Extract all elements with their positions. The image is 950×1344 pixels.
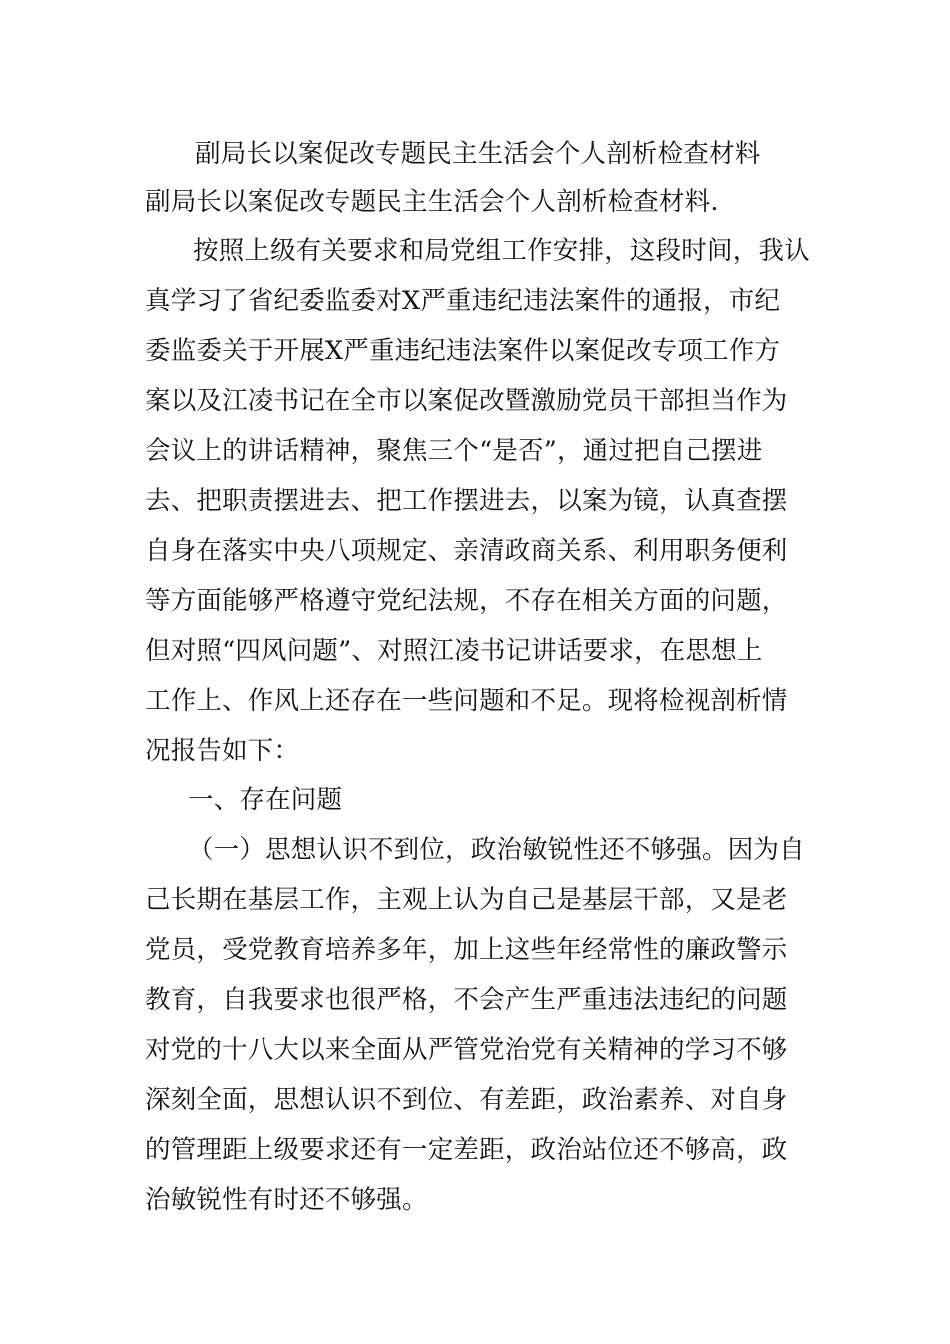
paragraph-1-line: 自身在落实中央八项规定、亲清政商关系、利用职务便利 [145,536,788,566]
paragraph-2-line: 治敏锐性有时还不够强。 [145,1185,428,1215]
document-subheading: 副局长以案促改专题民主生活会个人剖析检查材料. [145,187,719,217]
paragraph-1-line: 但对照“四风问题”、对照江凌书记讲话要求，在思想上 [145,636,763,666]
paragraph-1-line: 案以及江凌书记在全市以案促改暨激励党员干部担当作为 [145,386,788,416]
paragraph-1-line: 委监委关于开展X严重违纪违法案件以案促改专项工作方 [145,336,781,366]
paragraph-2-line: 对党的十八大以来全面从严管党治党有关精神的学习不够 [145,1035,788,1065]
paragraph-1-line: 会议上的讲话精神，聚焦三个“是否”，通过把自己摆进 [145,436,763,466]
paragraph-1-line: 去、把职责摆进去、把工作摆进去，以案为镜，认真查摆 [145,486,788,516]
paragraph-2-line: 教育，自我要求也很严格，不会产生严重违法违纪的问题 [145,985,788,1015]
paragraph-1-line: 按照上级有关要求和局党组工作安排，这段时间，我认 [193,236,810,266]
paragraph-1-line: 等方面能够严格遵守党纪法规，不存在相关方面的问题， [145,586,788,616]
document-heading: 副局长以案促改专题民主生活会个人剖析检查材料 [195,139,761,169]
paragraph-2-line: 党员，受党教育培养多年，加上这些年经常性的廉政警示 [145,935,788,965]
paragraph-1-line: 工作上、作风上还存在一些问题和不足。现将检视剖析情 [145,686,788,716]
paragraph-2-line: 己长期在基层工作，主观上认为自己是基层干部，又是老 [145,885,788,915]
section-1-title: 一、存在问题 [188,785,343,815]
paragraph-2-line: 的管理距上级要求还有一定差距，政治站位还不够高，政 [145,1135,788,1165]
paragraph-2-line: 深刻全面，思想认识不到位、有差距，政治素养、对自身 [145,1085,788,1115]
paragraph-1-line: 况报告如下： [145,736,300,766]
paragraph-1-line: 真学习了省纪委监委对X严重违纪违法案件的通报，市纪 [145,286,781,316]
paragraph-2-line: （一）思想认识不到位，政治敏锐性还不够强。因为自 [188,835,805,865]
